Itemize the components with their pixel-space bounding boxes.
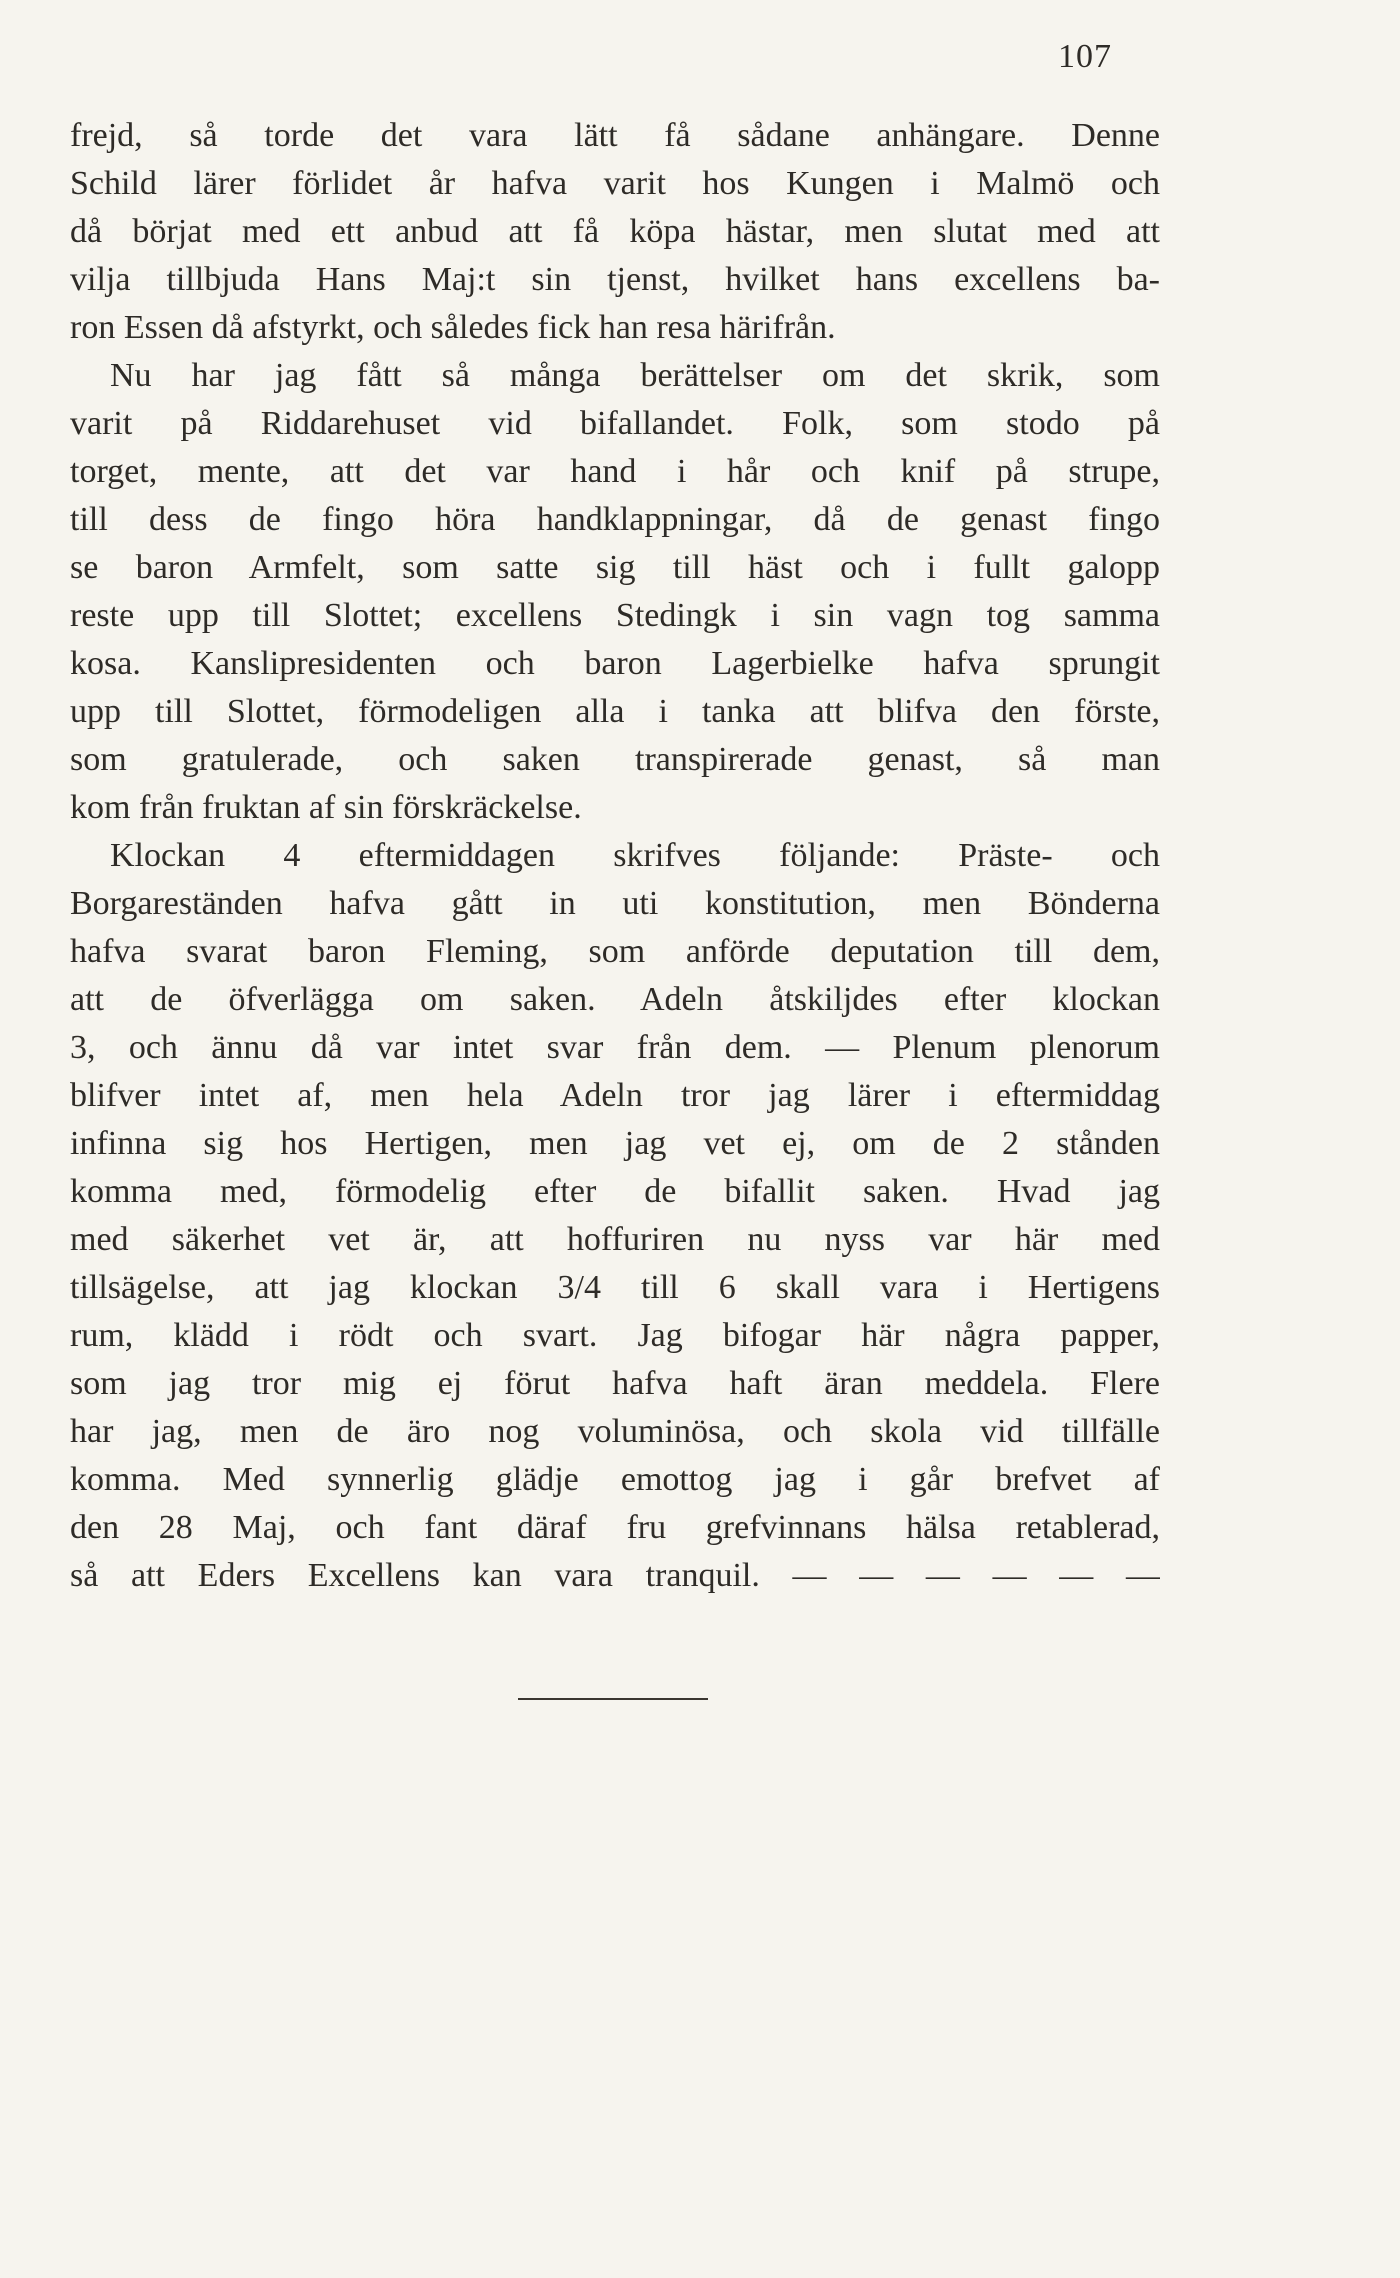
text-line: vilja tillbjuda Hans Maj:t sin tjenst, hvilket hans excellens ba- bbox=[70, 261, 1160, 298]
text-line: med säkerhet vet är, att hoffuriren nu nyss var här med bbox=[70, 1221, 1160, 1258]
text-line: har jag, men de äro nog voluminösa, och skola vid tillfälle bbox=[70, 1413, 1160, 1450]
text-line: som gratulerade, och saken transpirerade genast, så man bbox=[70, 741, 1160, 778]
text-line: Schild lärer förlidet år hafva varit hos Kungen i Malmö och bbox=[70, 165, 1160, 202]
text-line: frejd, så torde det vara lätt få sådane anhängare. Denne bbox=[70, 117, 1160, 154]
text-line: Nu har jag fått så många berättelser om det skrik, som bbox=[110, 357, 1160, 394]
text-line: att de öfverlägga om saken. Adeln åtskiljdes efter klockan bbox=[70, 981, 1160, 1018]
text-line: tillsägelse, att jag klockan 3/4 till 6 skall vara i Hertigens bbox=[70, 1269, 1160, 1306]
text-line: 3, och ännu då var intet svar från dem. — Plenum plenorum bbox=[70, 1029, 1160, 1066]
page-number: 107 bbox=[1058, 38, 1112, 75]
text-line: se baron Armfelt, som satte sig till häst och i fullt galopp bbox=[70, 549, 1160, 586]
text-line: torget, mente, att det var hand i hår och knif på strupe, bbox=[70, 453, 1160, 490]
text-line: blifver intet af, men hela Adeln tror jag lärer i eftermiddag bbox=[70, 1077, 1160, 1114]
text-line: varit på Riddarehuset vid bifallandet. Folk, som stodo på bbox=[70, 405, 1160, 442]
text-line: infinna sig hos Hertigen, men jag vet ej, om de 2 stånden bbox=[70, 1125, 1160, 1162]
text-line: kosa. Kanslipresidenten och baron Lagerbielke hafva sprungit bbox=[70, 645, 1160, 682]
text-line: som jag tror mig ej förut hafva haft äran meddela. Flere bbox=[70, 1365, 1160, 1402]
text-line: kom från fruktan af sin förskräckelse. bbox=[70, 789, 582, 826]
text-line: så att Eders Excellens kan vara tranquil. — — — — — — bbox=[70, 1557, 1160, 1594]
text-line: då börjat med ett anbud att få köpa hästar, men slutat med att bbox=[70, 213, 1160, 250]
body-text bbox=[70, 112, 1160, 1600]
text-line: komma med, förmodelig efter de bifallit saken. Hvad jag bbox=[70, 1173, 1160, 1210]
text-line: komma. Med synnerlig glädje emottog jag i går brefvet af bbox=[70, 1461, 1160, 1498]
text-line: reste upp till Slottet; excellens Stedingk i sin vagn tog samma bbox=[70, 597, 1160, 634]
text-line: ron Essen då afstyrkt, och således fick han resa härifrån. bbox=[70, 309, 836, 346]
text-line: hafva svarat baron Fleming, som anförde deputation till dem, bbox=[70, 933, 1160, 970]
text-line: rum, klädd i rödt och svart. Jag bifogar här några papper, bbox=[70, 1317, 1160, 1354]
text-line: Borgareständen hafva gått in uti konstitution, men Bönderna bbox=[70, 885, 1160, 922]
text-line: upp till Slottet, förmodeligen alla i tanka att blifva den förste, bbox=[70, 693, 1160, 730]
closing-rule bbox=[518, 1698, 708, 1700]
text-line: Klockan 4 eftermiddagen skrifves följande: Präste- och bbox=[110, 837, 1160, 874]
text-line: till dess de fingo höra handklappningar, då de genast fingo bbox=[70, 501, 1160, 538]
text-line: den 28 Maj, och fant däraf fru grefvinnans hälsa retablerad, bbox=[70, 1509, 1160, 1546]
